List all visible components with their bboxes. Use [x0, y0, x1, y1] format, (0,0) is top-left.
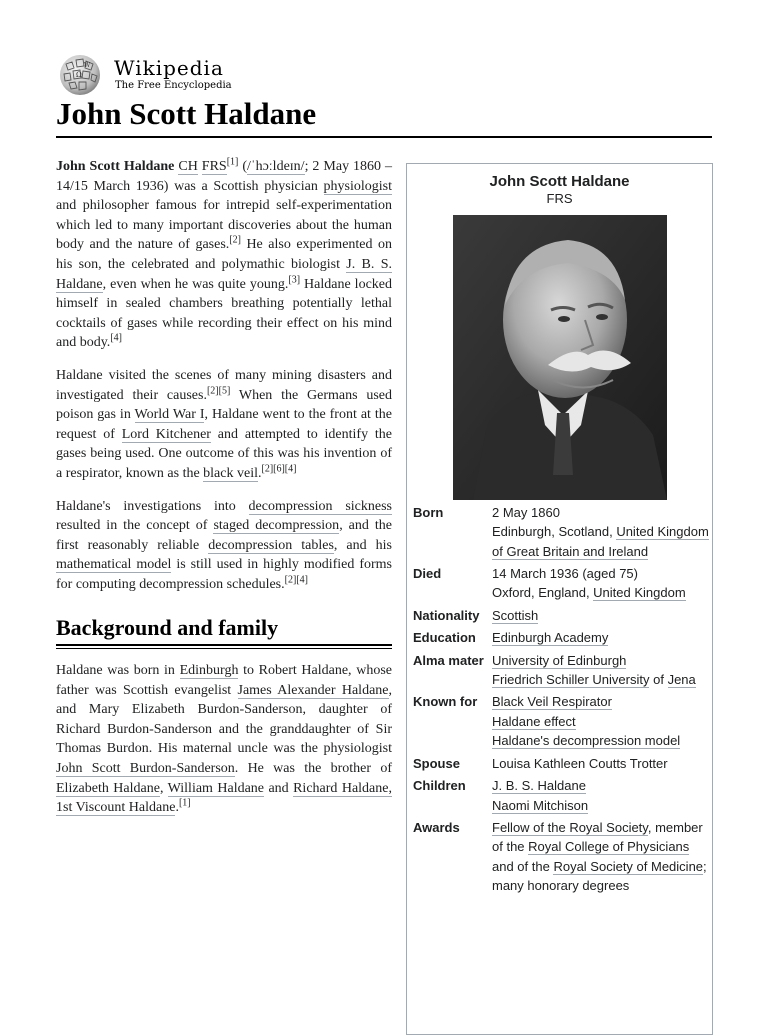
link-united-kingdom[interactable]: United Kingdom: [593, 585, 686, 601]
link-frs[interactable]: FRS: [201, 159, 227, 174]
wikipedia-globe-logo[interactable]: [56, 54, 104, 96]
link-decompression-tables[interactable]: decompression tables: [208, 537, 334, 553]
infobox-subtitle: FRS: [546, 191, 573, 207]
portrait-photo[interactable]: [453, 215, 667, 500]
link-james-alexander-haldane[interactable]: James Alexander Haldane: [237, 682, 389, 698]
citation[interactable]: [4]: [110, 332, 122, 344]
site-header: [56, 54, 356, 96]
link-uk-gb-ireland[interactable]: United Kingdom of Great Britain and Ireland: [492, 524, 709, 559]
died-date: 14 March 1936 (aged 75): [492, 566, 638, 582]
infobox-row-children: [407, 773, 712, 815]
citation[interactable]: [1]: [226, 156, 239, 168]
link-black-veil-respirator[interactable]: Black Veil Respirator: [492, 694, 612, 710]
label-known-for: Known for: [413, 694, 478, 710]
citation[interactable]: [3]: [288, 273, 301, 285]
link-mathematical-model[interactable]: mathematical model: [56, 557, 172, 573]
link-royal-society-medicine[interactable]: Royal Society of Medicine: [553, 858, 704, 874]
link-staged-decompression[interactable]: staged decompression: [213, 518, 340, 534]
link-scottish[interactable]: Scottish: [492, 607, 539, 623]
label-born: Born: [413, 504, 444, 520]
link-haldane-decompression-model[interactable]: Haldane's decompression model: [492, 733, 681, 749]
link-jbs-haldane[interactable]: J. B. S. Haldane: [56, 256, 392, 292]
link-lord-kitchener[interactable]: Lord Kitchener: [121, 426, 211, 442]
link-naomi-mitchison[interactable]: Naomi Mitchison: [492, 797, 589, 813]
label-alma-mater: Alma mater: [413, 652, 484, 668]
article-body: [56, 157, 392, 831]
label-spouse: Spouse: [413, 755, 460, 771]
title-divider: [56, 136, 712, 138]
link-fellow-royal-society[interactable]: Fellow of the Royal Society: [492, 819, 648, 835]
link-ipa[interactable]: /ˈhɔːldeɪn/: [247, 159, 305, 174]
label-nationality: Nationality: [413, 607, 480, 623]
label-awards: Awards: [413, 819, 460, 835]
infobox-row-awards: Awards Fellow of the Royal Society, member of the Royal College of Physicians and of the Royal Society of Medicine; many honorary degrees: [407, 815, 712, 896]
citation[interactable]: [2][4]: [284, 574, 308, 586]
infobox-row-born: [407, 500, 712, 561]
link-child-jbs-haldane[interactable]: J. B. S. Haldane: [492, 778, 586, 794]
born-date: 2 May 1860: [492, 504, 560, 520]
infobox-row-spouse: [407, 751, 712, 773]
background-paragraph: Haldane was born in Edinburgh to Robert Haldane, whose father was Scottish evangelist James Alexander Haldane, and Mary Elizabeth Burdon-Sanderson, daughter of Richard Burdon-Sanderson and the granddaughter of Sir Thomas Burdon. His maternal uncle was the physiologist John Scott Burdon-Sanderson. He was the brother of Elizabeth Haldane, William Haldane and Richard Haldane, 1st Viscount Haldane.[1]: [56, 663, 392, 816]
infobox-row-known-for: [407, 689, 712, 750]
link-haldane-effect[interactable]: Haldane effect: [492, 713, 576, 729]
infobox-row-died: [407, 561, 712, 603]
label-children: Children: [413, 778, 466, 794]
citation[interactable]: [2]: [229, 234, 241, 246]
subject-name: John Scott Haldane: [56, 159, 175, 174]
svg-text:Ω: Ω: [76, 71, 82, 79]
died-place: Oxford, England,: [492, 585, 594, 601]
infobox-title: John Scott Haldane: [489, 173, 630, 190]
citation[interactable]: [2][5]: [206, 384, 231, 396]
link-william-haldane[interactable]: William Haldane: [167, 780, 265, 796]
link-university-of-edinburgh[interactable]: University of Edinburgh: [492, 652, 627, 668]
site-tagline: The Free Encyclopedia: [115, 80, 232, 91]
link-elizabeth-haldane[interactable]: Elizabeth Haldane: [56, 780, 160, 796]
link-edinburgh-academy[interactable]: Edinburgh Academy: [492, 630, 609, 646]
born-place: Edinburgh, Scotland,: [492, 524, 617, 540]
link-ch[interactable]: CH: [178, 159, 198, 174]
page-title: John Scott Haldane: [56, 96, 317, 131]
intro-paragraph-3: Haldane's investigations into decompression sickness resulted in the concept of staged decompression, and the first reasonably reliable decompression tables, and his mathematical model is still used in highly modified forms for computing decompression schedules.[2][4]: [56, 498, 392, 592]
label-education: Education: [413, 630, 476, 646]
section-heading-background: Background and family: [56, 615, 279, 641]
link-decompression-sickness[interactable]: decompression sickness: [248, 498, 392, 514]
infobox-row-alma-mater: Alma mater University of Edinburgh Friedrich Schiller University of Jena: [407, 648, 712, 690]
link-edinburgh[interactable]: Edinburgh: [179, 663, 239, 679]
link-friedrich-schiller-university[interactable]: Friedrich Schiller University: [492, 672, 650, 688]
section-divider-thin: [56, 648, 392, 649]
section-divider: [56, 644, 392, 646]
citation[interactable]: [1]: [178, 797, 191, 809]
link-world-war-i[interactable]: World War I: [134, 407, 205, 423]
site-wordmark[interactable]: Wikipedia: [114, 56, 224, 80]
citation[interactable]: [2][6][4]: [261, 463, 297, 475]
svg-text:W: W: [84, 62, 91, 69]
link-jena[interactable]: Jena: [667, 672, 696, 688]
link-royal-college-physicians[interactable]: Royal College of Physicians: [528, 839, 690, 855]
spouse-value: Louisa Kathleen Coutts Trotter: [492, 755, 668, 771]
link-black-veil[interactable]: black veil: [203, 465, 258, 481]
link-physiologist[interactable]: physiologist: [323, 178, 392, 194]
intro-paragraph-2: Haldane visited the scenes of many mining disasters and investigated their causes.[2][5] When the Germans used poison gas in World War I, Haldane went to the front at the request of Lord Kitchener and attempted to identify the gases being used. One outcome of this was his invention of a respirator, known as the black veil.[2][6][4]: [56, 367, 393, 481]
intro-paragraph-1: John Scott Haldane CH FRS[1] (/ˈhɔːldeɪn/; 2 May 1860 – 14/15 March 1936) was a Scottish physician physiologist and philosopher famous for intrepid self-experimentation which led to many important discoveries about the human body and the nature of gases.[2] He also experimented on his son, the celebrated and polymathic biologist J. B. S. Haldane, even when he was quite young.[3] Haldane locked himself in sealed chambers breathing potentially lethal cocktails of gases while recording their effect on his mind and body.[4]: [56, 156, 393, 351]
link-john-scott-burdon-sanderson[interactable]: John Scott Burdon-Sanderson: [56, 761, 235, 777]
label-died: Died: [413, 566, 442, 582]
link-richard-haldane[interactable]: Richard Haldane, 1st Viscount Haldane: [56, 780, 392, 816]
infobox-row-nationality: [407, 603, 712, 625]
infobox-row-education: [407, 625, 712, 647]
infobox: [406, 163, 713, 1035]
